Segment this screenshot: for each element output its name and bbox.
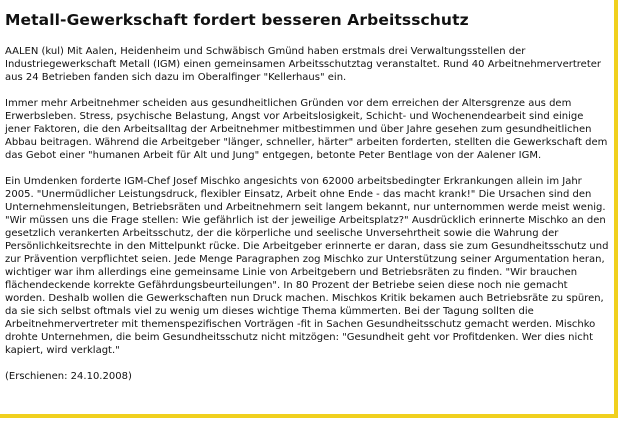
- article-lead-paragraph: AALEN (kul) Mit Aalen, Heidenheim und Schwäbisch Gmünd haben erstmals drei Verwaltungsstellen der Industriegewerkschaft Metall (IGM) einen gemeinsamen Arbeitsschutztag veranstaltet. Rund 40 Arbeitnehmervertreter aus 24 Betrieben fanden sich dazu im Oberalfinger "Kellerhaus" ein.: [5, 46, 602, 83]
- article-title: Metall-Gewerkschaft fordert besseren Arbeitsschutz: [5, 11, 469, 29]
- article-paragraph: Immer mehr Arbeitnehmer scheiden aus gesundheitlichen Gründen vor dem erreichen der Altersgrenze aus dem Erwerbsleben. Stress, psychische Belastung, Angst vor Arbeitslosigkeit, Schicht- und Wochenendearbeit sind einige jener Faktoren, die den Arbeitsalltag der Arbeitnehmer mitbestimmen und über Jahre gesehen zum gesundheitlichen Abbau beitragen. Während die Arbeitgeber "länger, schneller, härter" arbeiten forderten, stellten die Gewerkschaft dem das Gebot einer "humanen Arbeit für Alt und Jung" entgegen, betonte Peter Bentlage von der Aalener IGM.: [5, 98, 608, 161]
- article-content: [5, 0, 609, 383]
- publication-date: (Erschienen: 24.10.2008): [5, 371, 132, 382]
- article-paragraph: Ein Umdenken forderte IGM-Chef Josef Mischko angesichts von 62000 arbeitsbedingter Erkrankungen allein im Jahr 2005. "Unermüdlicher Leistungsdruck, flexibler Einsatz, Arbeit ohne Ende - das macht krank!" Die Ursachen sind den Unternehmensleitungen, Betriebsräten und Arbeitnehmern seit langem bekannt, nur unternommen werde meist wenig. "Wir müssen uns die Frage stellen: Wie gefährlich ist der jeweilige Arbeitsplatz?" Ausdrücklich erinnerte Mischko an den gesetzlich verankerten Arbeitsschutz, der die körperliche und seelische Unversehrtheit sowie die Wahrung der Persönlichkeitsrechte in den Mittelpunkt rücke. Die Arbeitgeber erinnerte er daran, dass sie zum Gesundheitsschutz und zur Prävention verpflichtet seien. Jede Menge Paragraphen zog Mischko zur Unterstützung seiner Argumentation heran, wichtiger war ihm allerdings eine gemeinsame Linie von Arbeitgebern und Betriebsräten zu finden. "Wir brauchen flächendeckende korrekte Gefährdungsbeurteilungen". In 80 Prozent der Betriebe seien diese noch nie gemacht worden. Deshalb wollen die Gewerkschaften nun Druck machen. Mischkos Kritik bekamen auch Betriebsräte zu spüren, da sie sich selbst oftmals viel zu wenig um dieses wichtige Thema kümmerten. Bei der Tagung sollten die Arbeitnehmervertreter mit themenspezifischen Vorträgen -fit in Sachen Gesundheitsschutz gemacht werden. Mischko drohte Unternehmen, die beim Gesundheitsschutz nicht mitzögen: "Gesundheit geht vor Profitdenken. Wer dies nicht kapiert, wird verklagt.": [5, 176, 609, 356]
